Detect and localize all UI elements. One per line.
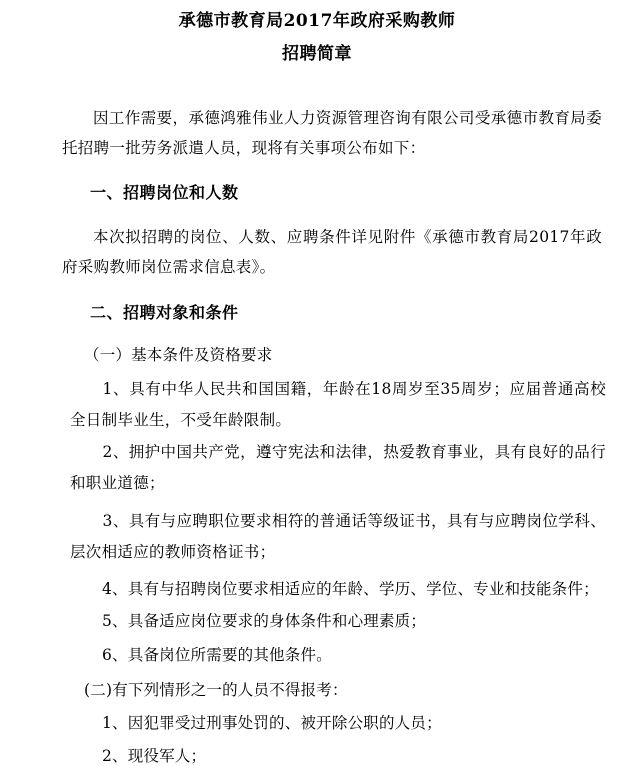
requirement-item: 2、拥护中国共产党，遵守宪法和法律，热爱教育事业，具有良好的品行和职业道德；: [70, 443, 606, 492]
intro-paragraph: 因工作需要，承德鸿雅伟业人力资源管理咨询有限公司受承德市教育局委托招聘一批劳务派遣人员，现将有关事项公布如下：: [62, 109, 602, 157]
disqualification-item: 2、现役军人；: [102, 747, 207, 765]
section-positions-body: 本次拟招聘的岗位、人数、应聘条件详见附件《承德市教育局2017年政府采购教师岗位需求信息表》。: [62, 228, 602, 276]
subsection-heading-basic-requirements: （一）基本条件及资格要求: [84, 346, 273, 364]
requirement-item: 4、具有与招聘岗位要求相适应的年龄、学历、学位、专业和技能条件；: [102, 580, 599, 598]
disqualification-item: 1、因犯罪受过刑事处罚的、被开除公职的人员；: [102, 714, 442, 732]
subsection-heading-disqualifications: (二)有下列情形之一的人员不得报考：: [84, 681, 348, 699]
document-title-line1: 承德市教育局2017年政府采购教师: [178, 11, 456, 31]
requirement-item: 3、具有与应聘职位要求相符的普通话等级证书，具有与应聘岗位学科、层次相适应的教师资格证书；: [70, 512, 606, 561]
requirement-item: 1、具有中华人民共和国国籍，年龄在18周岁至35周岁；应届普通高校全日制毕业生，不受年龄限制。: [70, 380, 606, 429]
requirement-item: 6、具备岗位所需要的其他条件。: [102, 646, 332, 664]
document-title-line2: 招聘简章: [282, 44, 352, 64]
requirement-item: 5、具备适应岗位要求的身体条件和心理素质；: [102, 612, 427, 630]
section-heading-positions: 一、招聘岗位和人数: [90, 183, 239, 202]
section-heading-eligibility: 二、招聘对象和条件: [90, 303, 239, 322]
